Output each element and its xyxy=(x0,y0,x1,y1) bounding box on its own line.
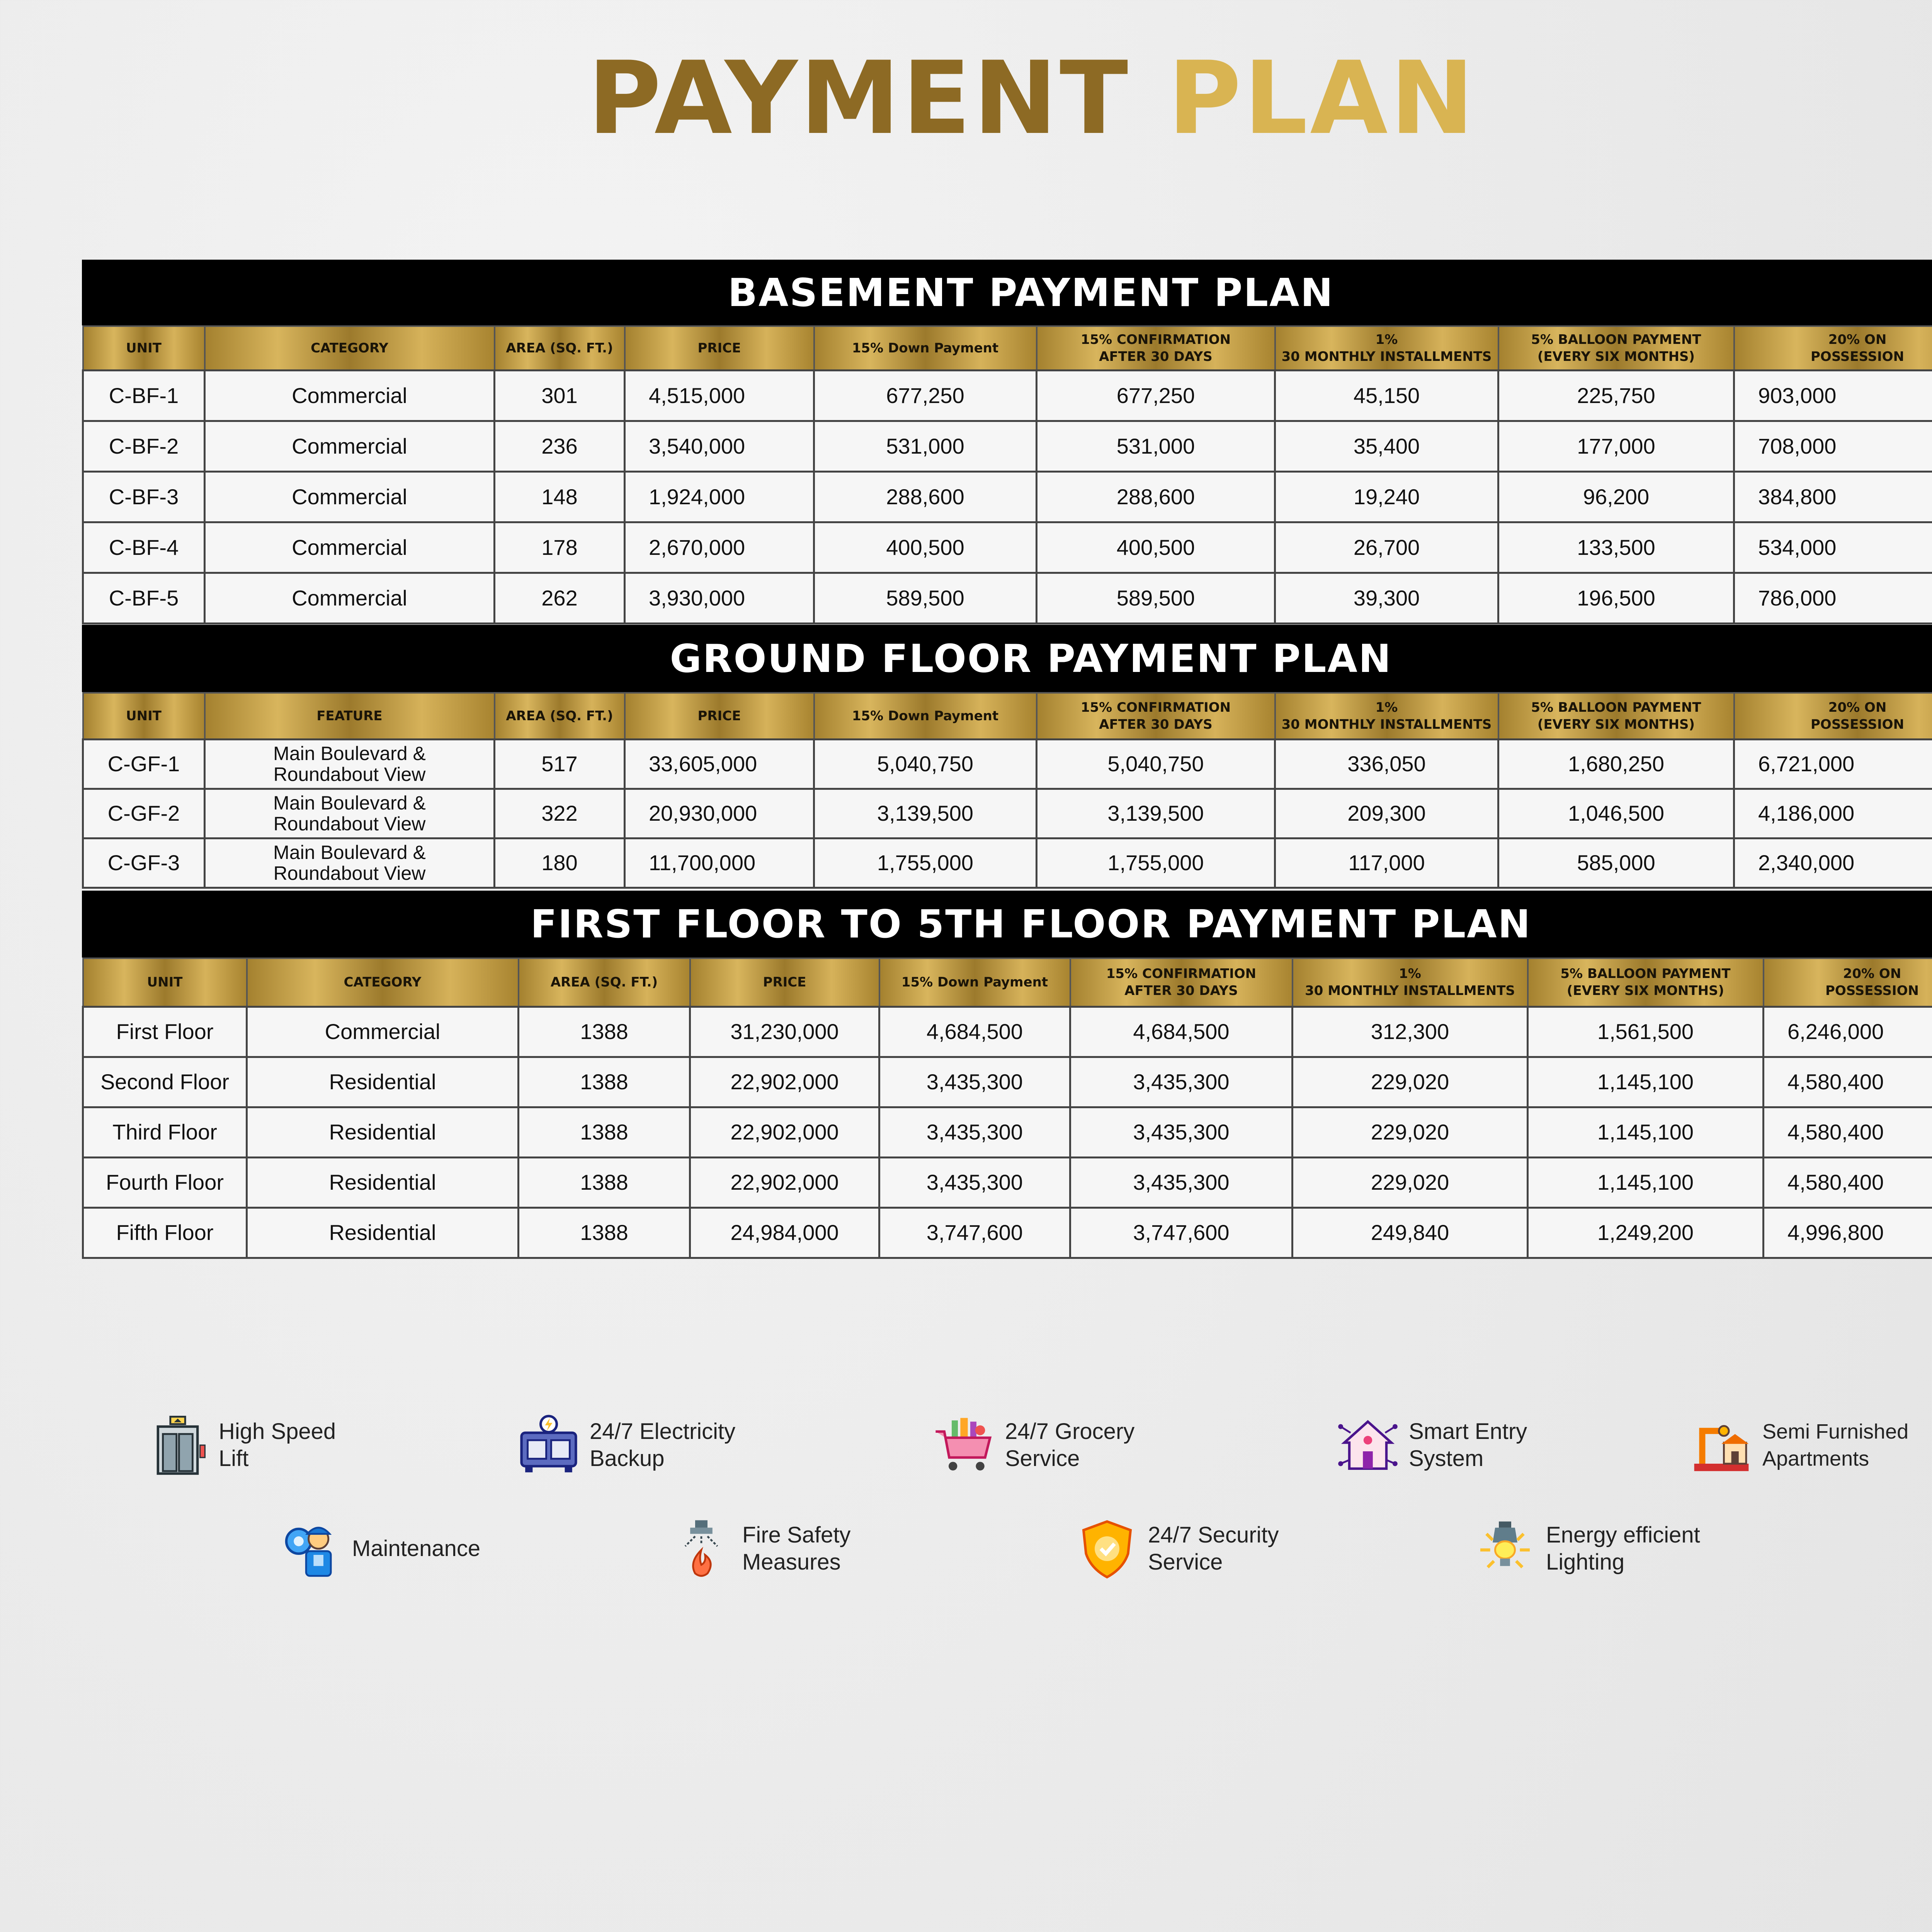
balloon-cell: 1,249,200 xyxy=(1528,1208,1764,1258)
installment-cell: 35,400 xyxy=(1275,421,1498,471)
unit-cell: Second Floor xyxy=(83,1057,247,1107)
area-cell: 1388 xyxy=(519,1057,690,1107)
price-cell: 20,930,000 xyxy=(625,789,814,838)
price-cell: 4,515,000 xyxy=(625,370,814,421)
confirmation-cell: 589,500 xyxy=(1037,573,1275,623)
balloon-cell: 1,145,100 xyxy=(1528,1157,1764,1208)
table-row xyxy=(83,421,1932,471)
category-cell: Commercial xyxy=(247,1007,519,1057)
balloon-cell: 196,500 xyxy=(1498,573,1734,623)
down-payment-cell: 400,500 xyxy=(814,522,1037,573)
ground-floor-plan xyxy=(82,625,1932,889)
unit-cell: First Floor xyxy=(83,1007,247,1057)
balloon-cell: 177,000 xyxy=(1498,421,1734,471)
amenity-label: Energy efficient Lighting xyxy=(1546,1522,1700,1575)
possession-cell: 384,800 xyxy=(1734,471,1932,522)
balloon-cell: 133,500 xyxy=(1498,522,1734,573)
basement-plan xyxy=(82,260,1932,624)
price-cell: 11,700,000 xyxy=(625,838,814,888)
price-cell: 24,984,000 xyxy=(690,1208,879,1258)
area-cell: 1388 xyxy=(519,1107,690,1157)
possession-cell: 534,000 xyxy=(1734,522,1932,573)
table-row xyxy=(83,573,1932,623)
down-payment-cell: 3,139,500 xyxy=(814,789,1037,838)
table-row xyxy=(83,1007,1932,1057)
amenity-label: 24/7 Electricity Backup xyxy=(590,1419,736,1471)
unit-cell: C-BF-3 xyxy=(83,471,205,522)
column-header: 1% 30 MONTHLY INSTALLMENTS xyxy=(1293,958,1528,1007)
amenity-maintenance xyxy=(280,1518,480,1580)
unit-cell: Fourth Floor xyxy=(83,1157,247,1208)
smart-home-icon xyxy=(1337,1414,1399,1476)
installment-cell: 229,020 xyxy=(1293,1107,1528,1157)
lift-icon xyxy=(147,1414,209,1476)
installment-cell: 336,050 xyxy=(1275,739,1498,789)
down-payment-cell: 531,000 xyxy=(814,421,1037,471)
balloon-cell: 1,145,100 xyxy=(1528,1107,1764,1157)
amenity-label: Semi Furnished Apartments xyxy=(1762,1420,1909,1470)
balloon-cell: 1,680,250 xyxy=(1498,739,1734,789)
down-payment-cell: 3,435,300 xyxy=(879,1057,1070,1107)
unit-cell: C-GF-1 xyxy=(83,739,205,789)
column-header: 20% ON POSSESSION xyxy=(1734,326,1932,370)
possession-cell: 786,000 xyxy=(1734,573,1932,623)
amenity-label: Smart Entry System xyxy=(1409,1419,1527,1471)
down-payment-cell: 5,040,750 xyxy=(814,739,1037,789)
area-cell: 1388 xyxy=(519,1157,690,1208)
column-header: 20% ON POSSESSION xyxy=(1764,958,1932,1007)
possession-cell: 4,186,000 xyxy=(1734,789,1932,838)
unit-cell: C-BF-4 xyxy=(83,522,205,573)
down-payment-cell: 589,500 xyxy=(814,573,1037,623)
down-payment-cell: 1,755,000 xyxy=(814,838,1037,888)
upper-floors-plan-heading: FIRST FLOOR TO 5TH FLOOR PAYMENT PLAN xyxy=(82,891,1932,957)
column-header: PRICE xyxy=(625,693,814,739)
column-header: AREA (SQ. FT.) xyxy=(519,958,690,1007)
upper-floors-plan xyxy=(82,891,1932,1259)
amenity-high-speed-lift xyxy=(147,1414,336,1476)
column-header: 1% 30 MONTHLY INSTALLMENTS xyxy=(1275,326,1498,370)
unit-cell: Fifth Floor xyxy=(83,1208,247,1258)
category-cell: Commercial xyxy=(205,471,495,522)
column-header: PRICE xyxy=(690,958,879,1007)
column-header: 5% BALLOON PAYMENT (EVERY SIX MONTHS) xyxy=(1498,326,1734,370)
possession-cell: 903,000 xyxy=(1734,370,1932,421)
price-cell: 3,930,000 xyxy=(625,573,814,623)
category-cell: Commercial xyxy=(205,421,495,471)
unit-cell: Third Floor xyxy=(83,1107,247,1157)
possession-cell: 4,580,400 xyxy=(1764,1157,1932,1208)
installment-cell: 39,300 xyxy=(1275,573,1498,623)
column-header: CATEGORY xyxy=(205,326,495,370)
amenity-semi-furnished xyxy=(1690,1414,1908,1476)
upper-floors-table xyxy=(82,957,1932,1259)
column-header: UNIT xyxy=(83,958,247,1007)
light-bulb-icon xyxy=(1474,1518,1536,1580)
down-payment-cell: 677,250 xyxy=(814,370,1037,421)
title-word-payment: PAYMENT xyxy=(587,40,1131,157)
category-cell: Commercial xyxy=(205,573,495,623)
table-row xyxy=(83,522,1932,573)
price-cell: 31,230,000 xyxy=(690,1007,879,1057)
balloon-cell: 96,200 xyxy=(1498,471,1734,522)
table-row xyxy=(83,1057,1932,1107)
column-header: 15% CONFIRMATION AFTER 30 DAYS xyxy=(1037,326,1275,370)
table-row xyxy=(83,1107,1932,1157)
installment-cell: 19,240 xyxy=(1275,471,1498,522)
table-row xyxy=(83,789,1932,838)
possession-cell: 4,580,400 xyxy=(1764,1107,1932,1157)
category-cell: Residential xyxy=(247,1107,519,1157)
column-header: FEATURE xyxy=(205,693,495,739)
column-header: UNIT xyxy=(83,326,205,370)
maintenance-worker-icon xyxy=(280,1518,342,1580)
column-header: AREA (SQ. FT.) xyxy=(495,693,625,739)
security-shield-icon xyxy=(1076,1518,1138,1580)
possession-cell: 4,996,800 xyxy=(1764,1208,1932,1258)
confirmation-cell: 677,250 xyxy=(1037,370,1275,421)
area-cell: 178 xyxy=(495,522,625,573)
basement-plan-heading: BASEMENT PAYMENT PLAN xyxy=(82,260,1932,325)
unit-cell: C-GF-3 xyxy=(83,838,205,888)
category-cell: Commercial xyxy=(205,522,495,573)
amenity-fire-safety xyxy=(670,1518,850,1580)
confirmation-cell: 400,500 xyxy=(1037,522,1275,573)
price-cell: 2,670,000 xyxy=(625,522,814,573)
possession-cell: 708,000 xyxy=(1734,421,1932,471)
amenity-grocery-service xyxy=(933,1414,1134,1476)
column-header: 15% CONFIRMATION AFTER 30 DAYS xyxy=(1070,958,1293,1007)
amenity-label: Maintenance xyxy=(352,1536,481,1561)
feature-cell: Main Boulevard & Roundabout View xyxy=(205,789,495,838)
balloon-cell: 1,561,500 xyxy=(1528,1007,1764,1057)
area-cell: 301 xyxy=(495,370,625,421)
amenity-label: 24/7 Security Service xyxy=(1148,1522,1279,1575)
column-header: AREA (SQ. FT.) xyxy=(495,326,625,370)
balloon-cell: 225,750 xyxy=(1498,370,1734,421)
category-cell: Residential xyxy=(247,1057,519,1107)
generator-icon xyxy=(518,1414,580,1476)
category-cell: Residential xyxy=(247,1157,519,1208)
down-payment-cell: 3,435,300 xyxy=(879,1157,1070,1208)
installment-cell: 209,300 xyxy=(1275,789,1498,838)
area-cell: 236 xyxy=(495,421,625,471)
amenity-label: Fire Safety Measures xyxy=(742,1522,851,1575)
confirmation-cell: 5,040,750 xyxy=(1037,739,1275,789)
price-cell: 22,902,000 xyxy=(690,1057,879,1107)
column-header: 15% Down Payment xyxy=(814,693,1037,739)
price-cell: 1,924,000 xyxy=(625,471,814,522)
possession-cell: 6,721,000 xyxy=(1734,739,1932,789)
unit-cell: C-BF-5 xyxy=(83,573,205,623)
installment-cell: 26,700 xyxy=(1275,522,1498,573)
installment-cell: 249,840 xyxy=(1293,1208,1528,1258)
title-word-plan: PLAN xyxy=(1168,40,1477,157)
unit-cell: C-BF-2 xyxy=(83,421,205,471)
down-payment-cell: 3,747,600 xyxy=(879,1208,1070,1258)
amenity-energy-lighting xyxy=(1474,1518,1700,1580)
amenity-smart-entry xyxy=(1337,1414,1527,1476)
fire-sprinkler-icon xyxy=(670,1518,732,1580)
amenity-label: 24/7 Grocery Service xyxy=(1005,1419,1135,1471)
confirmation-cell: 3,435,300 xyxy=(1070,1157,1293,1208)
confirmation-cell: 3,435,300 xyxy=(1070,1057,1293,1107)
amenity-label: High Speed Lift xyxy=(219,1419,336,1471)
area-cell: 148 xyxy=(495,471,625,522)
area-cell: 180 xyxy=(495,838,625,888)
down-payment-cell: 4,684,500 xyxy=(879,1007,1070,1057)
price-cell: 3,540,000 xyxy=(625,421,814,471)
feature-cell: Main Boulevard & Roundabout View xyxy=(205,838,495,888)
confirmation-cell: 3,747,600 xyxy=(1070,1208,1293,1258)
down-payment-cell: 3,435,300 xyxy=(879,1107,1070,1157)
column-header: 15% Down Payment xyxy=(814,326,1037,370)
column-header: 15% CONFIRMATION AFTER 30 DAYS xyxy=(1037,693,1275,739)
possession-cell: 6,246,000 xyxy=(1764,1007,1932,1057)
down-payment-cell: 288,600 xyxy=(814,471,1037,522)
column-header: 15% Down Payment xyxy=(879,958,1070,1007)
column-header: 1% 30 MONTHLY INSTALLMENTS xyxy=(1275,693,1498,739)
category-cell: Residential xyxy=(247,1208,519,1258)
installment-cell: 117,000 xyxy=(1275,838,1498,888)
balloon-cell: 1,046,500 xyxy=(1498,789,1734,838)
price-cell: 22,902,000 xyxy=(690,1157,879,1208)
table-row xyxy=(83,838,1932,888)
ground-floor-plan-heading: GROUND FLOOR PAYMENT PLAN xyxy=(82,625,1932,692)
balloon-cell: 585,000 xyxy=(1498,838,1734,888)
page-title xyxy=(0,37,1932,160)
confirmation-cell: 3,139,500 xyxy=(1037,789,1275,838)
feature-cell: Main Boulevard & Roundabout View xyxy=(205,739,495,789)
confirmation-cell: 3,435,300 xyxy=(1070,1107,1293,1157)
column-header: 5% BALLOON PAYMENT (EVERY SIX MONTHS) xyxy=(1528,958,1764,1007)
column-header: CATEGORY xyxy=(247,958,519,1007)
installment-cell: 229,020 xyxy=(1293,1157,1528,1208)
price-cell: 33,605,000 xyxy=(625,739,814,789)
category-cell: Commercial xyxy=(205,370,495,421)
table-row xyxy=(83,370,1932,421)
balloon-cell: 1,145,100 xyxy=(1528,1057,1764,1107)
confirmation-cell: 531,000 xyxy=(1037,421,1275,471)
table-row xyxy=(83,471,1932,522)
column-header: PRICE xyxy=(625,326,814,370)
column-header: 20% ON POSSESSION xyxy=(1734,693,1932,739)
table-row xyxy=(83,739,1932,789)
column-header: UNIT xyxy=(83,693,205,739)
table-row xyxy=(83,1157,1932,1208)
installment-cell: 45,150 xyxy=(1275,370,1498,421)
confirmation-cell: 4,684,500 xyxy=(1070,1007,1293,1057)
area-cell: 1388 xyxy=(519,1007,690,1057)
column-header: 5% BALLOON PAYMENT (EVERY SIX MONTHS) xyxy=(1498,693,1734,739)
installment-cell: 312,300 xyxy=(1293,1007,1528,1057)
installment-cell: 229,020 xyxy=(1293,1057,1528,1107)
area-cell: 1388 xyxy=(519,1208,690,1258)
amenity-electricity-backup xyxy=(518,1414,735,1476)
furnished-icon xyxy=(1690,1414,1752,1476)
table-row xyxy=(83,1208,1932,1258)
area-cell: 517 xyxy=(495,739,625,789)
possession-cell: 4,580,400 xyxy=(1764,1057,1932,1107)
unit-cell: C-BF-1 xyxy=(83,370,205,421)
basement-table xyxy=(82,325,1932,624)
area-cell: 322 xyxy=(495,789,625,838)
ground-floor-table xyxy=(82,692,1932,889)
area-cell: 262 xyxy=(495,573,625,623)
unit-cell: C-GF-2 xyxy=(83,789,205,838)
price-cell: 22,902,000 xyxy=(690,1107,879,1157)
confirmation-cell: 288,600 xyxy=(1037,471,1275,522)
possession-cell: 2,340,000 xyxy=(1734,838,1932,888)
grocery-cart-icon xyxy=(933,1414,995,1476)
amenity-security-service xyxy=(1076,1518,1279,1580)
confirmation-cell: 1,755,000 xyxy=(1037,838,1275,888)
